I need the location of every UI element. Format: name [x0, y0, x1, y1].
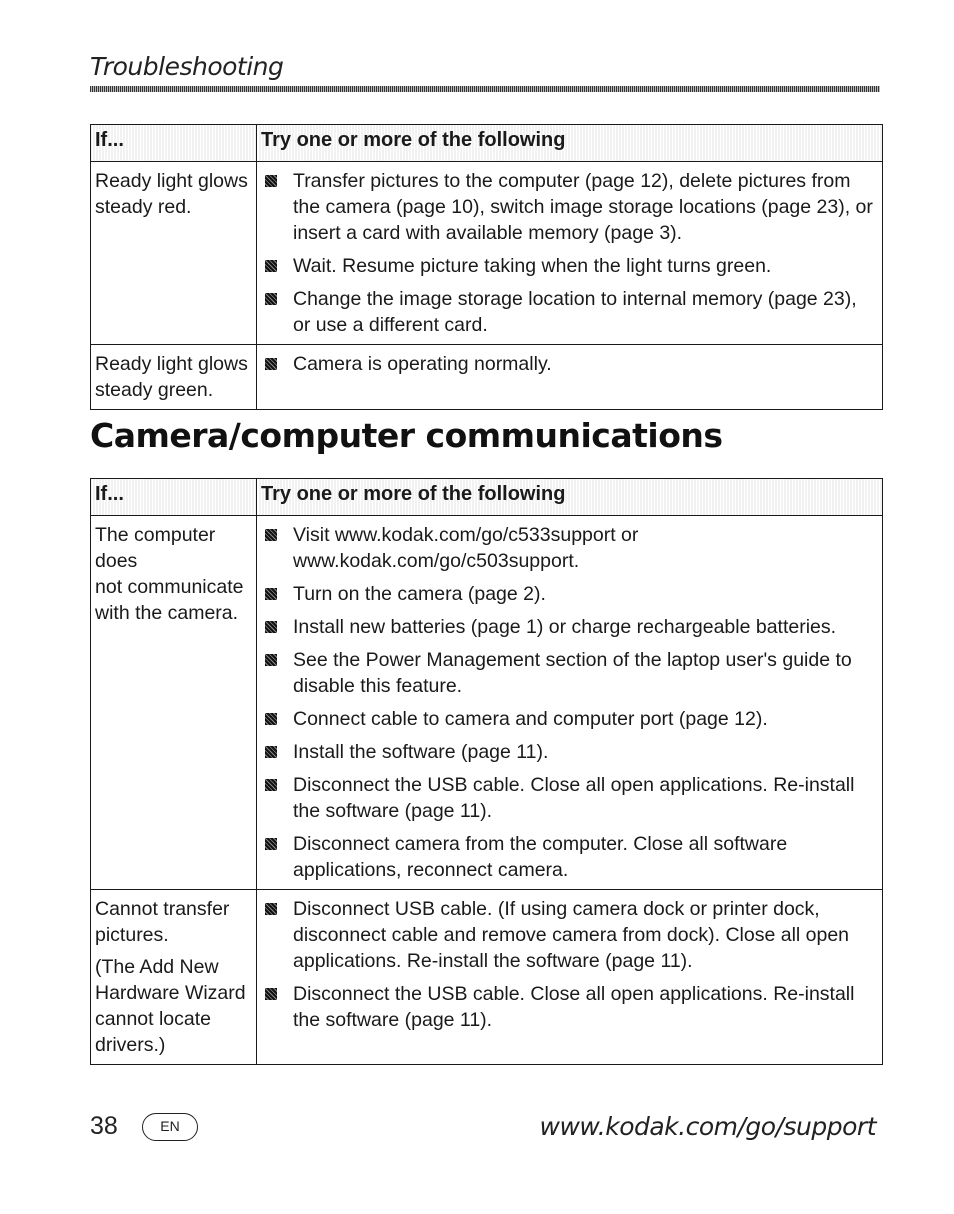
condition-text: Ready light glows — [95, 353, 248, 375]
condition-text: with the camera. — [95, 602, 239, 624]
running-header: Troubleshooting — [90, 52, 284, 81]
condition-note: cannot locate — [95, 1008, 212, 1030]
solutions-cell — [257, 345, 883, 410]
condition-note: (The Add New — [95, 956, 219, 978]
list-item — [261, 739, 874, 765]
table-row — [91, 345, 883, 410]
solution-text: Install new batteries (page 1) or charge rechargeable batteries. — [293, 616, 837, 638]
troubleshooting-table-ready-light — [90, 124, 883, 410]
condition-text: pictures. — [95, 924, 169, 946]
list-item — [261, 647, 874, 699]
condition-text: The computer does — [95, 524, 216, 572]
troubleshooting-table-communications — [90, 478, 883, 1065]
table-row — [91, 162, 883, 345]
square-bullet-icon — [265, 588, 277, 600]
condition-note: Hardware Wizard — [95, 982, 246, 1004]
solution-text: Disconnect the USB cable. Close all open applications. Re-install the software (page 11). — [293, 774, 855, 822]
list-item — [261, 253, 874, 279]
square-bullet-icon — [265, 529, 277, 541]
list-item — [261, 351, 874, 377]
square-bullet-icon — [265, 988, 277, 1000]
list-item — [261, 522, 874, 574]
column-header-if: If... — [91, 125, 257, 162]
square-bullet-icon — [265, 713, 277, 725]
square-bullet-icon — [265, 358, 277, 370]
solution-text: Install the software (page 11). — [293, 741, 549, 763]
solution-text: See the Power Management section of the laptop user's guide to disable this feature. — [293, 649, 852, 697]
list-item — [261, 286, 874, 338]
condition-text: Ready light glows — [95, 170, 248, 192]
solution-text: Camera is operating normally. — [293, 353, 552, 375]
square-bullet-icon — [265, 838, 277, 850]
support-url: www.kodak.com/go/support — [539, 1112, 876, 1141]
list-item — [261, 981, 874, 1033]
solution-text: Turn on the camera (page 2). — [293, 583, 546, 605]
language-badge: EN — [142, 1113, 198, 1141]
solutions-cell — [257, 890, 883, 1065]
solutions-cell — [257, 162, 883, 345]
page-number: 38 — [90, 1112, 118, 1140]
condition-cell — [91, 890, 257, 1065]
solution-text: Disconnect the USB cable. Close all open applications. Re-install the software (page 11). — [293, 983, 855, 1031]
condition-text: Cannot transfer — [95, 898, 230, 920]
list-item — [261, 614, 874, 640]
square-bullet-icon — [265, 903, 277, 915]
list-item — [261, 168, 874, 246]
square-bullet-icon — [265, 779, 277, 791]
list-item — [261, 706, 874, 732]
column-header-solutions: Try one or more of the following — [257, 479, 883, 516]
list-item — [261, 831, 874, 883]
table-header-row — [91, 125, 883, 162]
solution-text: Visit www.kodak.com/go/c533support or www.kodak.com/go/c503support. — [293, 524, 639, 572]
solution-text: Wait. Resume picture taking when the light turns green. — [293, 255, 772, 277]
solution-text: Connect cable to camera and computer port (page 12). — [293, 708, 768, 730]
table-row — [91, 516, 883, 890]
square-bullet-icon — [265, 654, 277, 666]
solution-text: Change the image storage location to internal memory (page 23), or use a different card. — [293, 288, 857, 336]
table-row — [91, 890, 883, 1065]
column-header-solutions: Try one or more of the following — [257, 125, 883, 162]
list-item — [261, 581, 874, 607]
header-rule — [90, 86, 880, 92]
solutions-list — [261, 896, 874, 1033]
square-bullet-icon — [265, 293, 277, 305]
condition-cell — [91, 345, 257, 410]
square-bullet-icon — [265, 175, 277, 187]
square-bullet-icon — [265, 746, 277, 758]
condition-cell — [91, 516, 257, 890]
list-item — [261, 896, 874, 974]
solutions-list — [261, 522, 874, 883]
condition-text: steady red. — [95, 196, 192, 218]
condition-note: drivers.) — [95, 1034, 166, 1056]
solution-text: Transfer pictures to the computer (page 12), delete pictures from the camera (page 10), switch image storage locations (page 23), or insert a card with available memory (page 3). — [293, 170, 873, 244]
solution-text: Disconnect USB cable. (If using camera dock or printer dock, disconnect cable and remove camera from dock). Close all open applications. Re-install the software (page 11). — [293, 898, 850, 972]
condition-text: not communicate — [95, 576, 244, 598]
column-header-if: If... — [91, 479, 257, 516]
square-bullet-icon — [265, 260, 277, 272]
table-header-row — [91, 479, 883, 516]
condition-text: steady green. — [95, 379, 214, 401]
solutions-cell — [257, 516, 883, 890]
condition-cell — [91, 162, 257, 345]
list-item — [261, 772, 874, 824]
square-bullet-icon — [265, 621, 277, 633]
section-heading: Camera/computer communications — [90, 416, 723, 455]
solution-text: Disconnect camera from the computer. Close all software applications, reconnect camera. — [293, 833, 788, 881]
solutions-list — [261, 351, 874, 377]
solutions-list — [261, 168, 874, 338]
